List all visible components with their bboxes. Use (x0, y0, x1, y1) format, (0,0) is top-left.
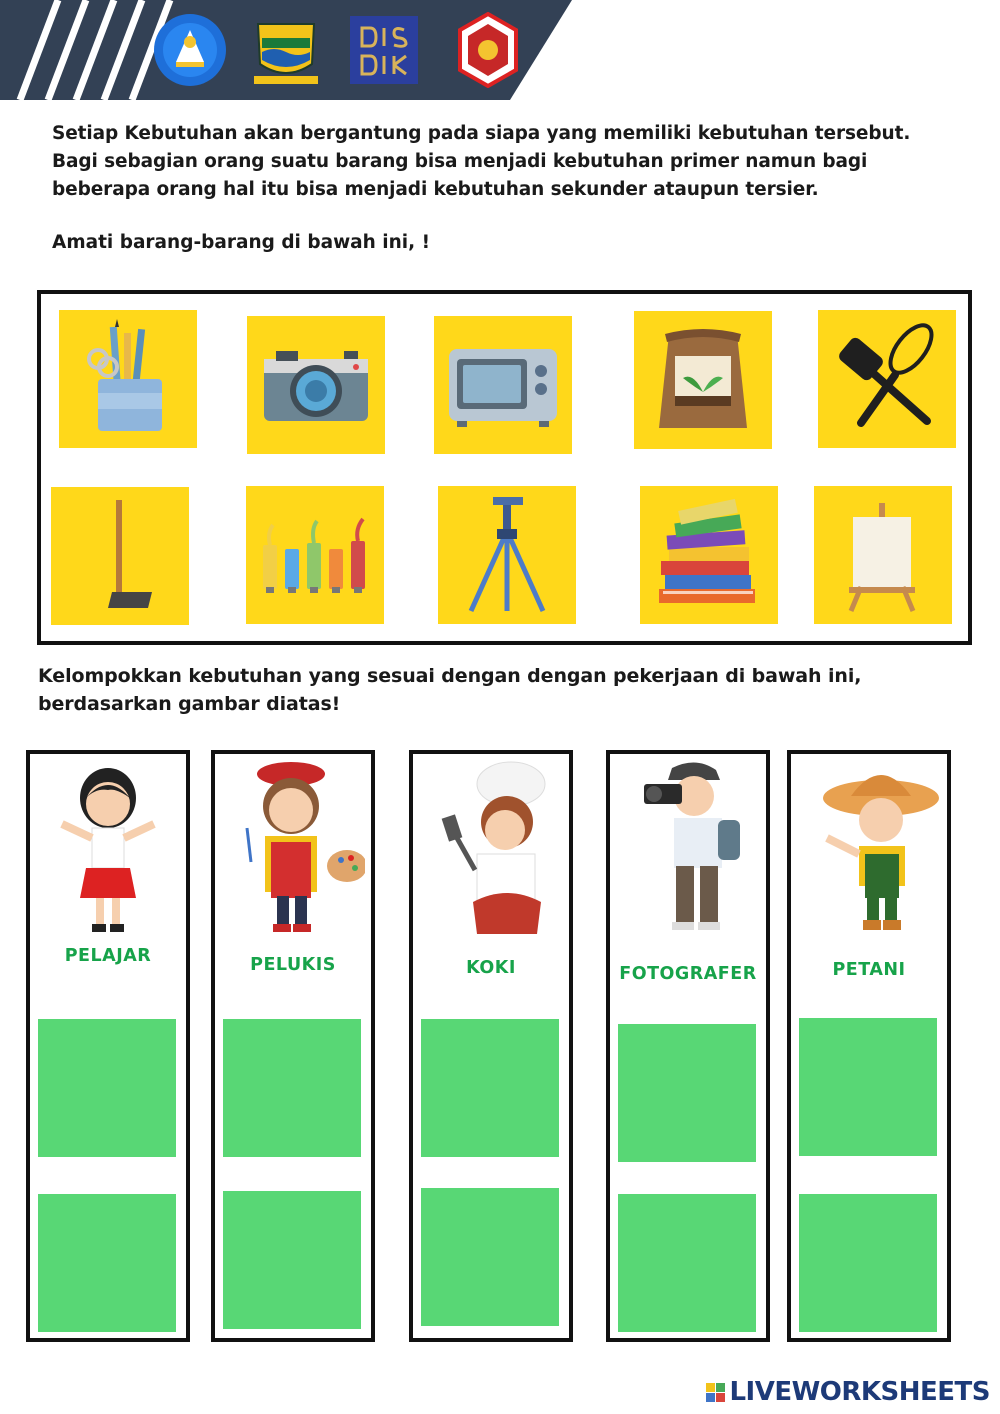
job-label: PELAJAR (64, 946, 152, 966)
group-instruction: Kelompokkan kebutuhan yang sesuai dengan dengan pekerjaan di bawah ini, berdasarkan gambar diatas! (38, 665, 862, 715)
camera-icon (256, 325, 376, 445)
item-seed-bag[interactable] (634, 311, 772, 449)
hoe-icon (60, 496, 180, 616)
item-paint-tubes[interactable] (246, 486, 384, 624)
student-figure-icon (36, 758, 180, 936)
item-books[interactable] (640, 486, 778, 624)
item-tripod[interactable] (438, 486, 576, 624)
paint-tubes-icon (255, 495, 375, 615)
job-column-pelukis (211, 750, 375, 1342)
disdik-logo (350, 12, 418, 88)
drop-zone-petani-1[interactable] (799, 1018, 937, 1156)
job-column-pelajar (26, 750, 190, 1342)
drop-zone-petani-2[interactable] (799, 1194, 937, 1332)
item-stationery[interactable] (59, 310, 197, 448)
chef-figure-icon (419, 758, 563, 936)
job-label: FOTOGRAFER (619, 964, 757, 984)
observe-instruction: Amati barang-barang di bawah ini, ! (52, 232, 431, 253)
item-hoe[interactable] (51, 487, 189, 625)
painter-figure-icon (221, 758, 365, 936)
job-column-koki (409, 750, 573, 1342)
tut-wuri-handayani-logo (152, 12, 228, 88)
job-label: PETANI (832, 960, 906, 980)
liveworksheets-logo-icon (706, 1383, 725, 1402)
item-camera[interactable] (247, 316, 385, 454)
brand-name: LIVEWORKSHEETS (729, 1377, 990, 1407)
item-kitchen-tools[interactable] (818, 310, 956, 448)
drop-zone-fotografer-1[interactable] (618, 1024, 756, 1162)
drop-zone-koki-1[interactable] (421, 1019, 559, 1157)
bandung-city-logo (250, 12, 322, 88)
school-logo (458, 12, 518, 88)
item-easel[interactable] (814, 486, 952, 624)
stationery-cup-icon (68, 319, 188, 439)
items-panel (37, 290, 972, 645)
seed-bag-icon (643, 320, 763, 440)
item-oven[interactable] (434, 316, 572, 454)
job-label: PELUKIS (250, 955, 336, 975)
liveworksheets-brand (706, 1377, 990, 1407)
photographer-figure-icon (616, 758, 760, 936)
drop-zone-pelukis-1[interactable] (223, 1019, 361, 1157)
job-column-fotografer (606, 750, 770, 1342)
oven-icon (443, 325, 563, 445)
easel-icon (823, 495, 943, 615)
books-icon (649, 495, 769, 615)
tripod-icon (447, 495, 567, 615)
job-label: KOKI (466, 958, 516, 978)
drop-zone-pelajar-2[interactable] (38, 1194, 176, 1332)
intro-paragraph: Setiap Kebutuhan akan bergantung pada siapa yang memiliki kebutuhan tersebut. Bagi sebagian orang suatu barang bisa menjadi kebutuhan primer namun bagi beberapa orang hal itu bisa menjadi kebutuhan sekunder ataupun tersier. (52, 123, 911, 200)
drop-zone-koki-2[interactable] (421, 1188, 559, 1326)
drop-zone-pelajar-1[interactable] (38, 1019, 176, 1157)
farmer-figure-icon (797, 758, 941, 936)
job-column-petani (787, 750, 951, 1342)
drop-zone-pelukis-2[interactable] (223, 1191, 361, 1329)
drop-zone-fotografer-2[interactable] (618, 1194, 756, 1332)
spatula-whisk-icon (827, 319, 947, 439)
